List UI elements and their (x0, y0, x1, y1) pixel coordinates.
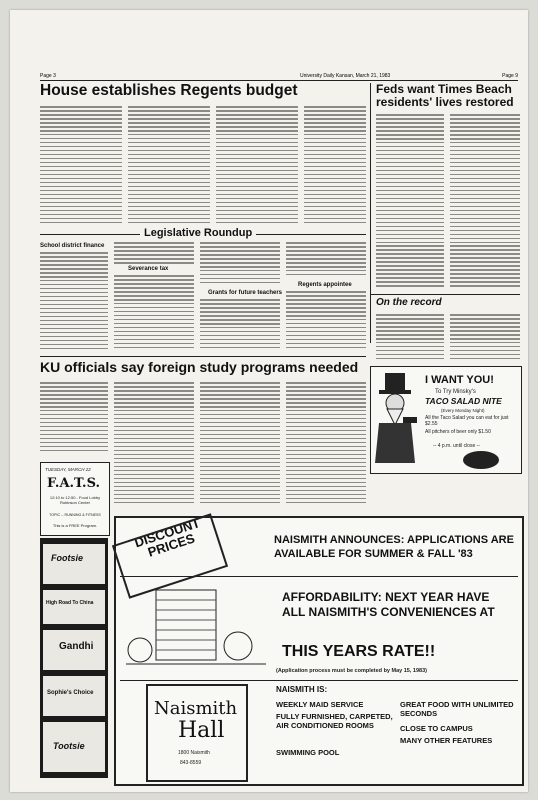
movie-title-3: Gandhi (59, 641, 94, 652)
roundup-column-4b (286, 291, 366, 352)
naismith-logo-box (146, 684, 248, 782)
movie-title-4: Sophie's Choice (47, 690, 94, 696)
on-record-column-2 (450, 314, 520, 362)
discount-burst-text: DISCOUNT PRICES (132, 515, 202, 560)
roundup-subhead-1: School district finance (40, 243, 105, 249)
headline-roundup: Legislative Roundup (140, 228, 256, 239)
fats-date: TUESDAY, MARCH 22 (45, 467, 91, 472)
kuo-column-4 (286, 382, 366, 508)
minsky-line-6: All pitchers of beer only $1.50 (425, 429, 491, 435)
headline-kuo: KU officials say foreign study programs needed (40, 359, 359, 375)
roundup-subhead-3: Grants for future teachers (208, 290, 283, 296)
roundup-column-4 (286, 242, 366, 280)
regents-column-1 (40, 106, 122, 226)
feature-left-2: FULLY FURNISHED, CARPETED, AIR CONDITIONED ROOMS (276, 712, 393, 730)
header-left: Page 3 (40, 73, 56, 79)
application-note: (Application process must be completed by May 15, 1983) (276, 668, 427, 674)
movie-ad-5 (43, 722, 105, 772)
regents-column-3 (216, 106, 298, 226)
minsky-line-7: -- 4 p.m. until close -- (433, 443, 480, 449)
kuo-column-1 (40, 382, 108, 456)
times-beach-column-1 (376, 114, 444, 289)
minsky-line-4: (Every Monday Night) (441, 408, 485, 413)
naismith-headline: NAISMITH ANNOUNCES: APPLICATIONS ARE AVAILABLE FOR SUMMER & FALL '83 (274, 534, 514, 560)
movie-ad-1 (43, 544, 105, 584)
afford-text: AFFORDABILITY: NEXT YEAR HAVE ALL NAISMITH'S CONVENIENCES AT (282, 590, 495, 619)
roundup-column-1 (40, 252, 108, 352)
naismith-name-1: Naismith (154, 698, 238, 719)
naismith-address: 1800 Naismith (178, 750, 210, 756)
fats-ad (40, 462, 110, 536)
fats-detail: 12:10 to 12:50 - Food Lobby Robinson Center (49, 495, 101, 505)
movie-ads (40, 538, 108, 778)
kuo-column-2 (114, 382, 194, 508)
building-illustration (126, 584, 266, 674)
uncle-sam-illustration (375, 373, 419, 463)
header-right: Page 9 (502, 73, 518, 79)
rate-text: THIS YEARS RATE!! (282, 643, 436, 660)
naismith-is-title: NAISMITH IS: (276, 685, 328, 694)
movie-ad-3 (43, 630, 105, 670)
newspaper-page (10, 10, 528, 792)
minsky-line-3: TACO SALAD NITE (425, 396, 502, 406)
naismith-name-2: Hall (178, 718, 225, 743)
headline-times-beach: Feds want Times Beach residents' lives restored (376, 82, 514, 110)
naismith-rule-2 (120, 680, 518, 681)
story-rule (40, 356, 366, 357)
headline-on-record: On the record (376, 297, 442, 308)
kuo-column-3 (200, 382, 280, 508)
movie-title-5: Tootsie (53, 741, 85, 751)
movie-ad-2 (43, 590, 105, 624)
feature-right-1: GREAT FOOD WITH UNLIMITED SECONDS (400, 700, 514, 718)
regents-column-2 (128, 106, 210, 226)
naismith-rule (120, 576, 518, 577)
movie-title-1: Footsie (51, 553, 84, 563)
roundup-column-3b (200, 299, 280, 352)
fats-title: F.A.T.S. (47, 476, 101, 491)
naismith-ad (114, 516, 524, 786)
regents-column-4 (304, 106, 366, 226)
fats-tagline: This is a FREE Program. (52, 523, 98, 528)
roundup-subhead-2: Severance tax (128, 266, 169, 272)
naismith-phone: 843-8559 (180, 760, 202, 766)
header-center: University Daily Kansan, March 21, 1983 (300, 73, 391, 79)
minsky-line-2: To Try Minsky's (435, 389, 476, 395)
page-header (40, 70, 518, 81)
minsky-line-5: All the Taco Salad you can eat for just $2.55 (425, 415, 509, 427)
feature-left-1: WEEKLY MAID SERVICE (276, 700, 364, 709)
minsky-line-1: I WANT YOU! (425, 374, 494, 386)
minsky-ad (370, 366, 522, 474)
on-record-column-1 (376, 314, 444, 362)
feature-right-2: CLOSE TO CAMPUS (400, 724, 473, 733)
roundup-subhead-4: Regents appointee (298, 282, 352, 288)
headline-regents: House establishes Regents budget (40, 82, 298, 99)
column-rule (370, 83, 371, 343)
on-record-rule (370, 294, 520, 295)
movie-ad-4 (43, 676, 105, 716)
roundup-column-3 (200, 242, 280, 287)
feature-right-3: MANY OTHER FEATURES (400, 736, 493, 745)
minsky-logo (463, 451, 499, 469)
roundup-column-2b (114, 275, 194, 352)
feature-left-3: SWIMMING POOL (276, 748, 340, 757)
movie-title-2: High Road To China (46, 600, 94, 606)
times-beach-column-2 (450, 114, 520, 289)
fats-topic: TOPIC -- RUNNING & FITNESS (49, 513, 101, 517)
